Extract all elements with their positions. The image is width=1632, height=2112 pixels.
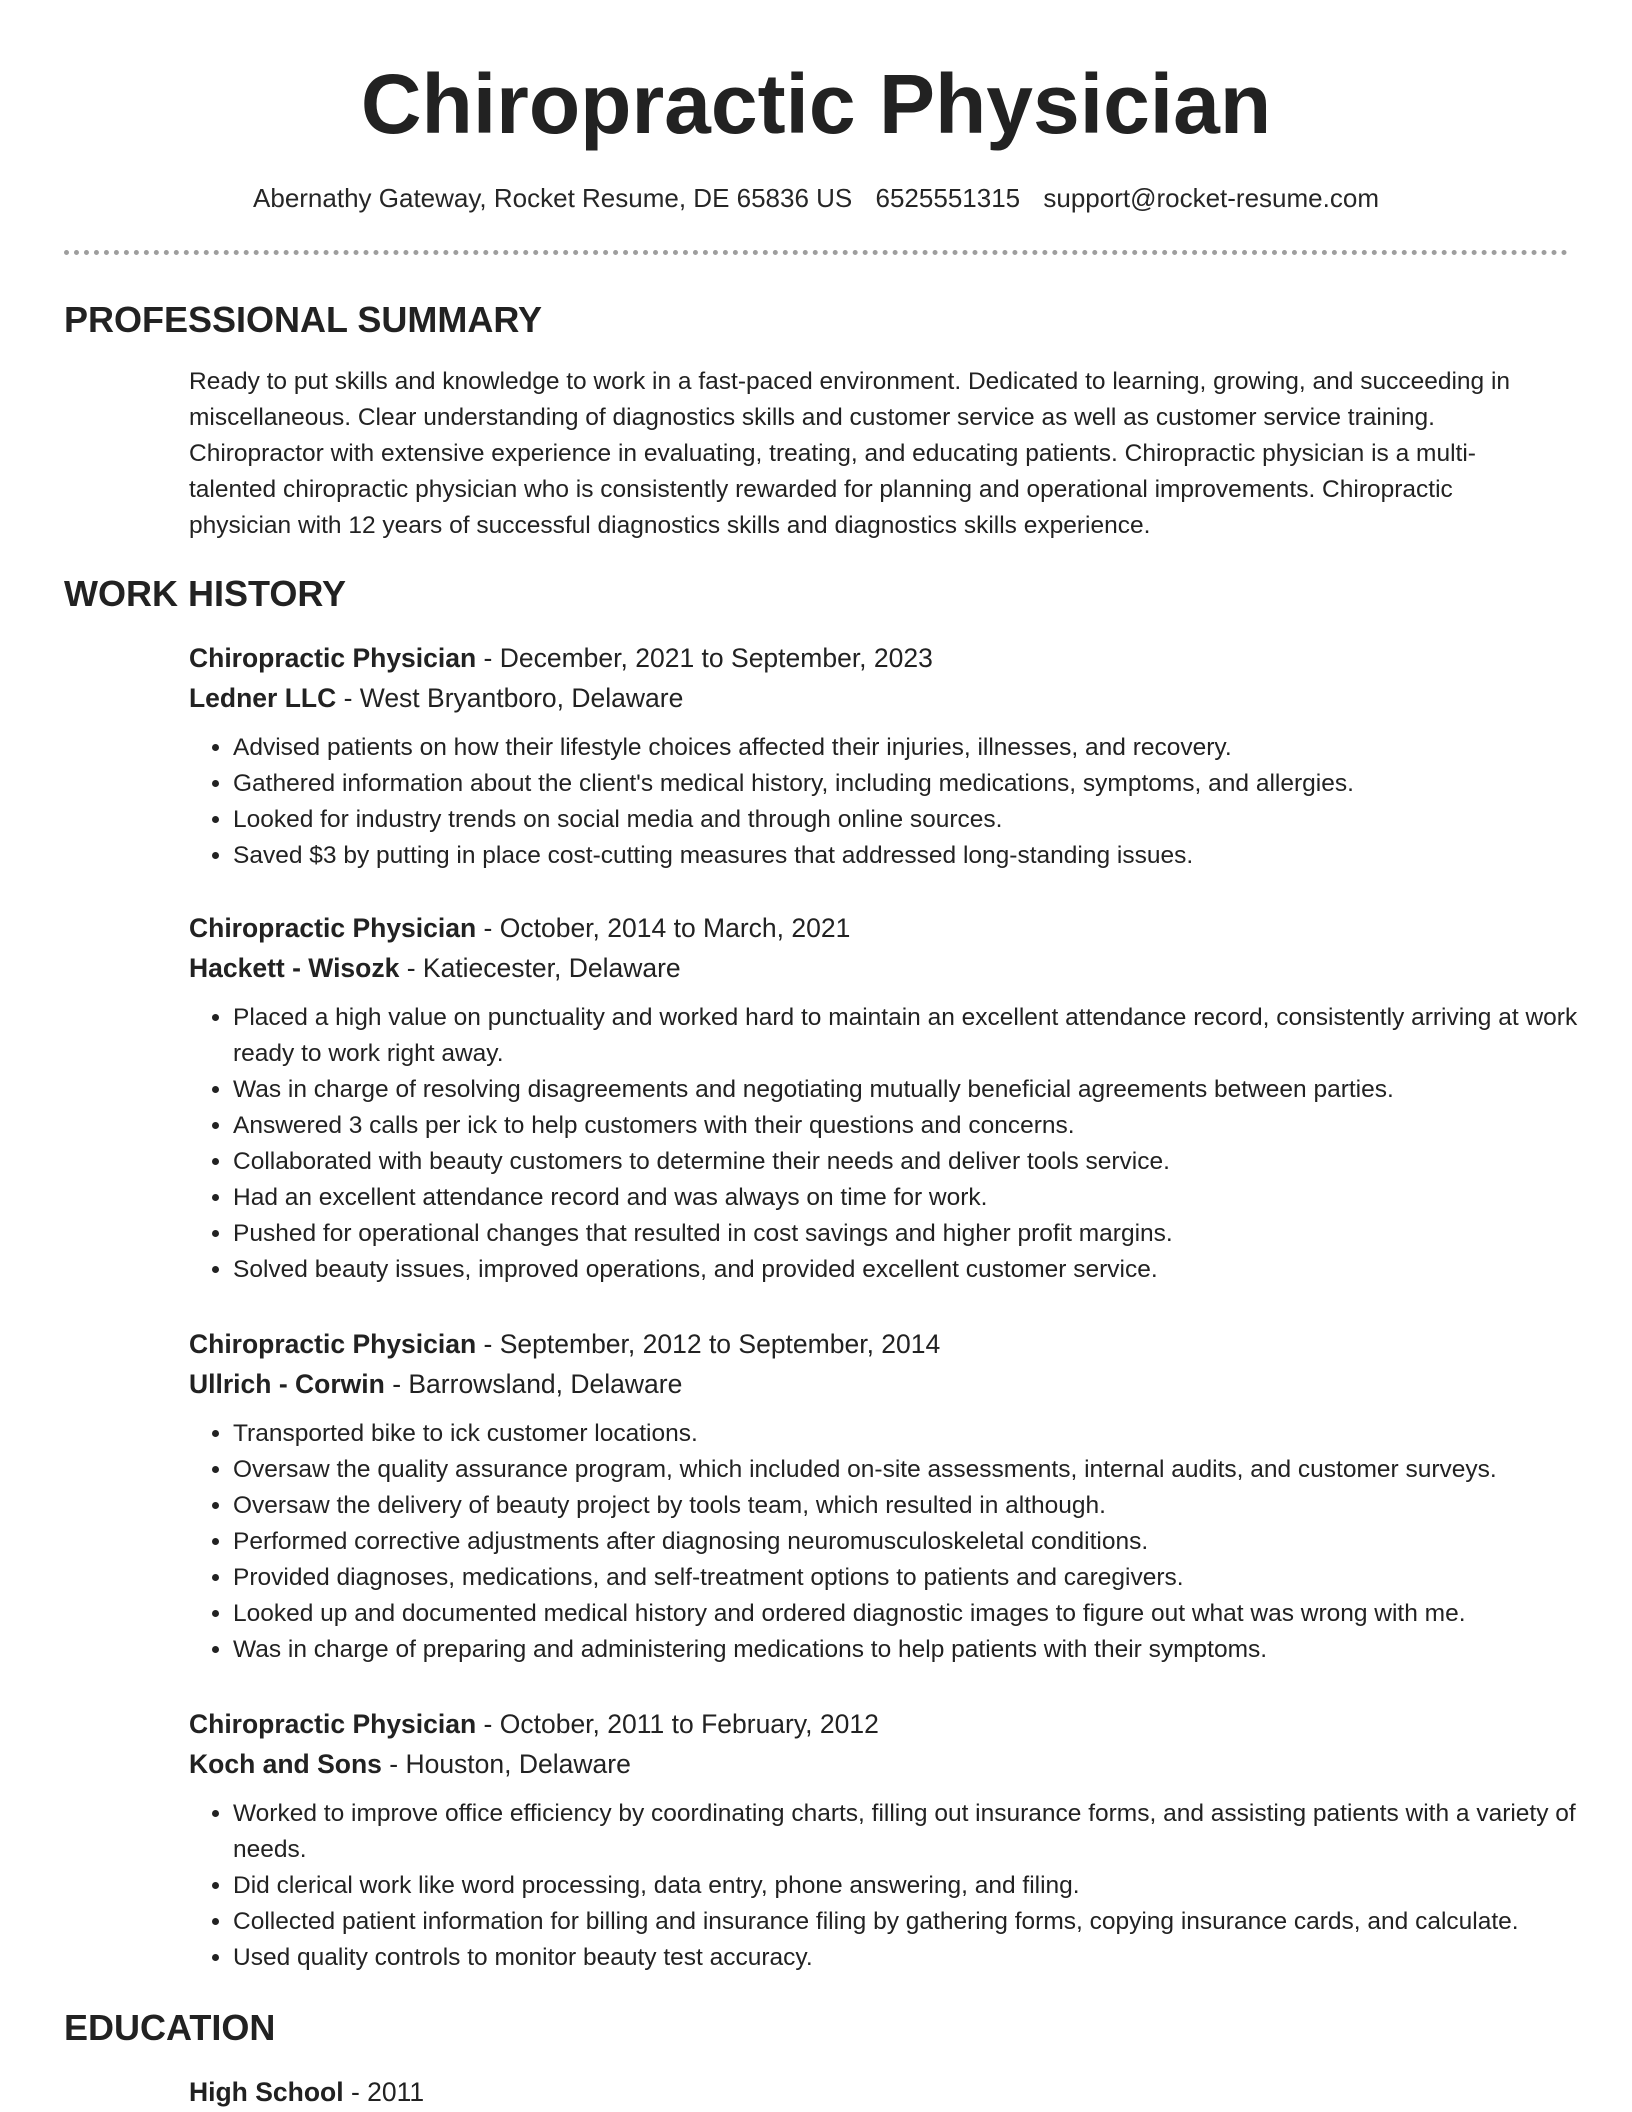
job-bullet: • Looked up and documented medical history and ordered diagnostic images to figure out what was wrong with me. [233,1596,1579,1632]
job-location: - West Bryantboro, Delaware [336,683,684,713]
job-role: Chiropractic Physician [189,913,477,943]
contact-email: support@rocket-resume.com [1043,183,1379,213]
job-bullets [189,730,1579,874]
job-bullet: • Looked for industry trends on social media and through online sources. [233,802,1579,838]
job-company: Ledner LLC [189,683,337,713]
job-entry [189,1704,1579,1976]
job-dates: - December, 2021 to September, 2023 [476,643,933,673]
job-dates: - September, 2012 to September, 2014 [476,1329,941,1359]
job-title-line [189,908,1579,948]
job-bullet: • Gathered information about the client's medical history, including medications, symptoms, and allergies. [233,766,1579,802]
job-entry [189,1324,1579,1668]
job-location: - Katiecester, Delaware [399,953,681,983]
job-role: Chiropractic Physician [189,1329,477,1359]
job-bullet: • Was in charge of preparing and administering medications to help patients with their symptoms. [233,1632,1579,1668]
job-company-line [189,948,1579,988]
job-bullet: • Oversaw the delivery of beauty project by tools team, which resulted in although. [233,1488,1579,1524]
job-company-line [189,678,1579,718]
education-year: - 2011 [343,2077,425,2107]
header-divider [64,250,1568,255]
section-title-education: EDUCATION [64,2007,276,2048]
section-title-summary: PROFESSIONAL SUMMARY [64,299,543,340]
job-location: - Houston, Delaware [381,1749,631,1779]
education-entry [189,2072,424,2112]
job-bullet: • Placed a high value on punctuality and worked hard to maintain an excellent attendance record, consistently arriving at work ready to work right away. [233,1000,1579,1072]
job-dates: - October, 2011 to February, 2012 [476,1709,879,1739]
summary-text: Ready to put skills and knowledge to work in a fast-paced environment. Dedicated to learning, growing, and succeeding in miscellaneous. Clear understanding of diagnostics skills and customer service as well as customer service training. Chiropractor with extensive experience in evaluating, treating, and educating patients. Chiropractic physician is a multi-talented chiropractic physician who is consistently rewarded for planning and operational improvements. Chiropractic physician with 12 years of successful diagnostics skills and diagnostics skills experience. [189,368,1511,539]
job-entry [189,908,1579,1288]
job-bullet: • Collected patient information for billing and insurance filing by gathering forms, copying insurance cards, and calculate. [233,1904,1579,1940]
job-bullet: • Answered 3 calls per ick to help customers with their questions and concerns. [233,1108,1579,1144]
job-company: Ullrich - Corwin [189,1369,385,1399]
job-bullet: • Worked to improve office efficiency by coordinating charts, filling out insurance forms, and assisting patients with a variety of needs. [233,1796,1579,1868]
job-title-line [189,1324,1579,1364]
job-bullet: • Solved beauty issues, improved operations, and provided excellent customer service. [233,1252,1579,1288]
job-bullet: • Saved $3 by putting in place cost-cutting measures that addressed long-standing issues. [233,838,1579,874]
job-bullet: • Used quality controls to monitor beauty test accuracy. [233,1940,1579,1976]
job-bullet: • Was in charge of resolving disagreements and negotiating mutually beneficial agreements between parties. [233,1072,1579,1108]
job-company: Koch and Sons [189,1749,382,1779]
job-role: Chiropractic Physician [189,1709,477,1739]
job-bullet: • Performed corrective adjustments after diagnosing neuromusculoskeletal conditions. [233,1524,1579,1560]
job-bullet: • Provided diagnoses, medications, and self-treatment options to patients and caregivers. [233,1560,1579,1596]
job-location: - Barrowsland, Delaware [384,1369,683,1399]
section-title-work: WORK HISTORY [64,573,347,614]
job-bullet: • Oversaw the quality assurance program, which included on-site assessments, internal audits, and customer surveys. [233,1452,1579,1488]
contact-phone: 6525551315 [875,183,1021,213]
job-title-line [189,1704,1579,1744]
resume-name: Chiropractic Physician [360,57,1272,151]
job-bullet: • Had an excellent attendance record and was always on time for work. [233,1180,1579,1216]
contact-address: Abernathy Gateway, Rocket Resume, DE 65836 US [253,183,853,213]
job-bullet: • Advised patients on how their lifestyle choices affected their injuries, illnesses, and recovery. [233,730,1579,766]
contact-line [0,180,1632,216]
job-bullet: • Pushed for operational changes that resulted in cost savings and higher profit margins. [233,1216,1579,1252]
job-bullet: • Did clerical work like word processing, data entry, phone answering, and filing. [233,1868,1579,1904]
job-bullets [189,1416,1579,1668]
job-company: Hackett - Wisozk [189,953,400,983]
job-bullets [189,1796,1579,1976]
job-title-line [189,638,1579,678]
job-bullet: • Collaborated with beauty customers to determine their needs and deliver tools service. [233,1144,1579,1180]
job-dates: - October, 2014 to March, 2021 [476,913,851,943]
job-company-line [189,1744,1579,1784]
job-bullets [189,1000,1579,1288]
job-bullet: • Transported bike to ick customer locations. [233,1416,1579,1452]
job-company-line [189,1364,1579,1404]
job-role: Chiropractic Physician [189,643,477,673]
job-entry [189,638,1579,874]
education-degree: High School [189,2077,344,2107]
